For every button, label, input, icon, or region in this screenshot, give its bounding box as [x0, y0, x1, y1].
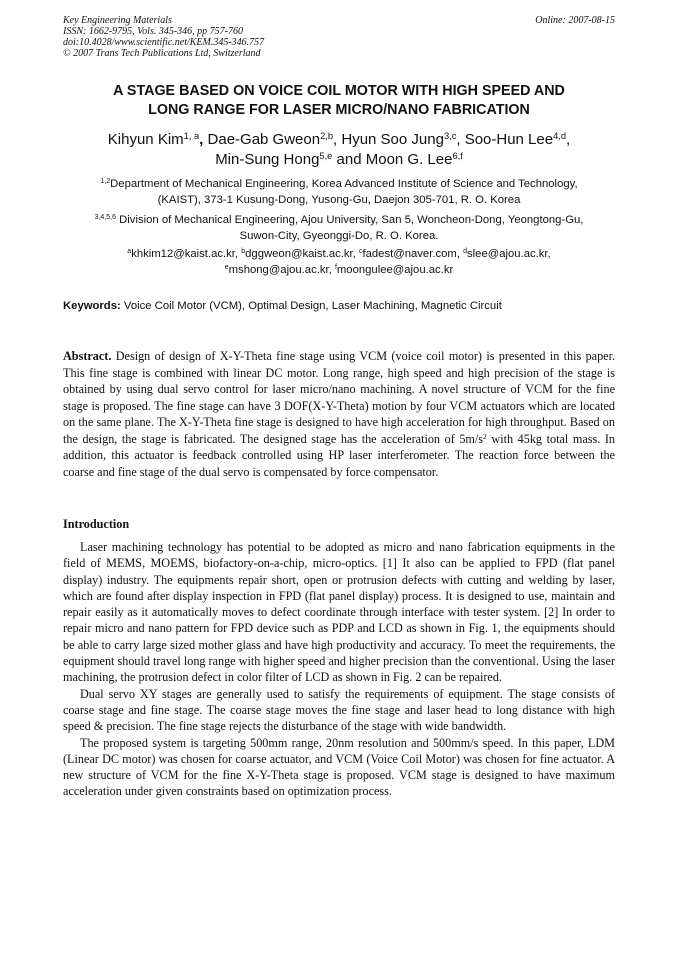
author-marker: 2,b [320, 130, 334, 141]
abstract-superscript: 2 [483, 431, 487, 441]
author-marker: 6,f [452, 150, 463, 161]
email-marker: d [463, 248, 468, 256]
author-marker: 5,e [319, 150, 333, 161]
author-name: Moon G. Lee [365, 151, 453, 168]
affiliation-text: Department of Mechanical Engineering, Korea Advanced Institute of Science and Technology, [110, 178, 578, 190]
author-line-1 [50, 130, 628, 150]
email-address: dggweon@kaist.ac.kr, [245, 248, 359, 260]
email-address: slee@ajou.ac.kr, [467, 248, 551, 260]
copyright-line: © 2007 Trans Tech Publications Ltd, Switzerland [63, 48, 261, 59]
paragraph: Dual servo XY stages are generally used to satisfy the requirements of equipment. The stage consists of coarse stage and fine stage. The coarse stage moves the fine stage and laser head to long distance with high speed & precision. The fine stage rejects the disturbance of the stage with wide bandwidth. [63, 686, 615, 734]
keywords [63, 298, 615, 314]
paragraph: Laser machining technology has potential to be adopted as micro and nano fabrication equipments in the field of MEMS, MOEMS, biofactory-on-a-chip, micro-optics. [1] It also can be applied to FPD (flat panel display) industry. The equipments repair short, open or protrusion defects with cutting and welding by laser, which are found after display inspection in FPD (flat panel display) process. It is designed to use, maintain and repair easily as it automatically moves to defect coordinate through interface with tester system. [2] In order to repair micro and nano pattern for FPD device such as PDP and LCD as shown in Fig. 1, the equipments should be able to carry large sized mother glass and have high productivity and accuracy. To meet the requirements, the equipment should travel long range with higher speed and higher precision than the conventional. Using the laser machining, the protrusion defect in color filter of LCD as shown in Fig. 2 can be repaired. [63, 540, 616, 685]
online-date: Online: 2007-08-15 [535, 15, 615, 26]
email-marker: b [241, 248, 246, 256]
email-marker: a [127, 248, 132, 256]
author-name: Dae-Gab Gweon [207, 131, 321, 148]
author-name: Soo-Hun Lee [464, 131, 554, 148]
keywords-text: Voice Coil Motor (VCM), Optimal Design, Laser Machining, Magnetic Circuit [123, 300, 502, 312]
affiliation-line [50, 176, 628, 192]
email-address: khkim12@kaist.ac.kr, [131, 248, 242, 260]
author-name: Hyun Soo Jung [341, 131, 444, 148]
affiliation-line: (KAIST), 373-1 Kusung-Dong, Yusong-Gu, Daejon 305-701, R. O. Korea [157, 194, 521, 206]
paragraph: The proposed system is targeting 500mm range, 20nm resolution and 500mm/s speed. In this paper, LDM (Linear DC motor) was chosen for coarse actuator, and VCM (Voice Coil Motor) was chosen for fine actuator. A new structure of VCM for the fine X-Y-Theta stage is proposed. VCM stage is designed to have maximum acceleration under given constraints based on optimization process. [63, 735, 615, 799]
author-name: Kihyun Kim [107, 131, 184, 148]
author-line-2 [50, 150, 628, 170]
email-address: fadest@naver.com, [362, 248, 464, 260]
author-list [50, 130, 628, 170]
introduction-body [63, 539, 615, 800]
email-marker: c [358, 248, 363, 256]
author-separator: , [456, 131, 465, 148]
issn-line: ISSN: 1662-9795, Vols. 345-346, pp 757-760 [63, 26, 243, 37]
author-separator: and [332, 151, 366, 168]
author-separator: , [333, 131, 342, 148]
author-separator: , [566, 131, 571, 148]
affiliation-text: Division of Mechanical Engineering, Ajou University, San 5, Woncheon-Dong, Yeongtong-Gu, [119, 214, 584, 226]
affiliation-line [50, 212, 628, 228]
title-line-1: A STAGE BASED ON VOICE COIL MOTOR WITH HIGH SPEED AND [113, 83, 565, 99]
keywords-label: Keywords: [63, 300, 121, 312]
email-marker: f [334, 264, 337, 272]
affiliation-marker: 1,2 [100, 178, 111, 186]
abstract [63, 348, 615, 480]
author-separator: , [199, 131, 208, 148]
doi-line: doi:10.4028/www.scientific.net/KEM.345-346.757 [63, 37, 265, 48]
abstract-label: Abstract. [63, 349, 112, 363]
author-marker: 1, a [183, 130, 200, 141]
journal-name: Key Engineering Materials [63, 15, 172, 26]
title-line-2: LONG RANGE FOR LASER MICRO/NANO FABRICATION [148, 102, 530, 118]
author-marker: 3,c [443, 130, 457, 141]
affiliation-2 [50, 212, 628, 244]
author-name: Min-Sung Hong [215, 151, 320, 168]
affiliation-line: Suwon-City, Gyeonggi-Do, R. O. Korea. [239, 230, 439, 242]
author-marker: 4,d [553, 130, 567, 141]
paper-title [50, 82, 628, 120]
section-heading: Introduction [63, 517, 130, 531]
abstract-text: with 45kg total mass. In addition, this actuator is feedback controlled using HP laser interferometer. The reaction force between the coarse and fine stage of the dual servo is compensated by force compensator. [63, 431, 615, 479]
publication-header [63, 15, 615, 59]
affiliation-marker: 3,4,5,6 [94, 214, 116, 222]
email-address: moongulee@ajou.ac.kr [336, 264, 454, 276]
email-list [50, 246, 628, 278]
affiliation-1 [50, 176, 628, 208]
email-line-2 [50, 262, 628, 278]
abstract-text: Design of design of X-Y-Theta fine stage using VCM (voice coil motor) is presented in this paper. This fine stage is combined with linear DC motor. Long range, high speed and high precision of the stage is obtained by using dual servo control for laser micro/nano machining. A novel structure of VCM for the fine stage is proposed. The fine stage can have 3 DOF(X-Y-Theta) motion by four VCM actuators which are located on the same plane. The X-Y-Theta fine stage is designed to have high acceleration for high throughput. Based on the design, the stage is fabricated. The designed stage has the acceleration of 5m/s [63, 349, 616, 446]
email-address: mshong@ajou.ac.kr, [228, 264, 335, 276]
email-line-1 [50, 246, 628, 262]
email-marker: e [224, 264, 229, 272]
